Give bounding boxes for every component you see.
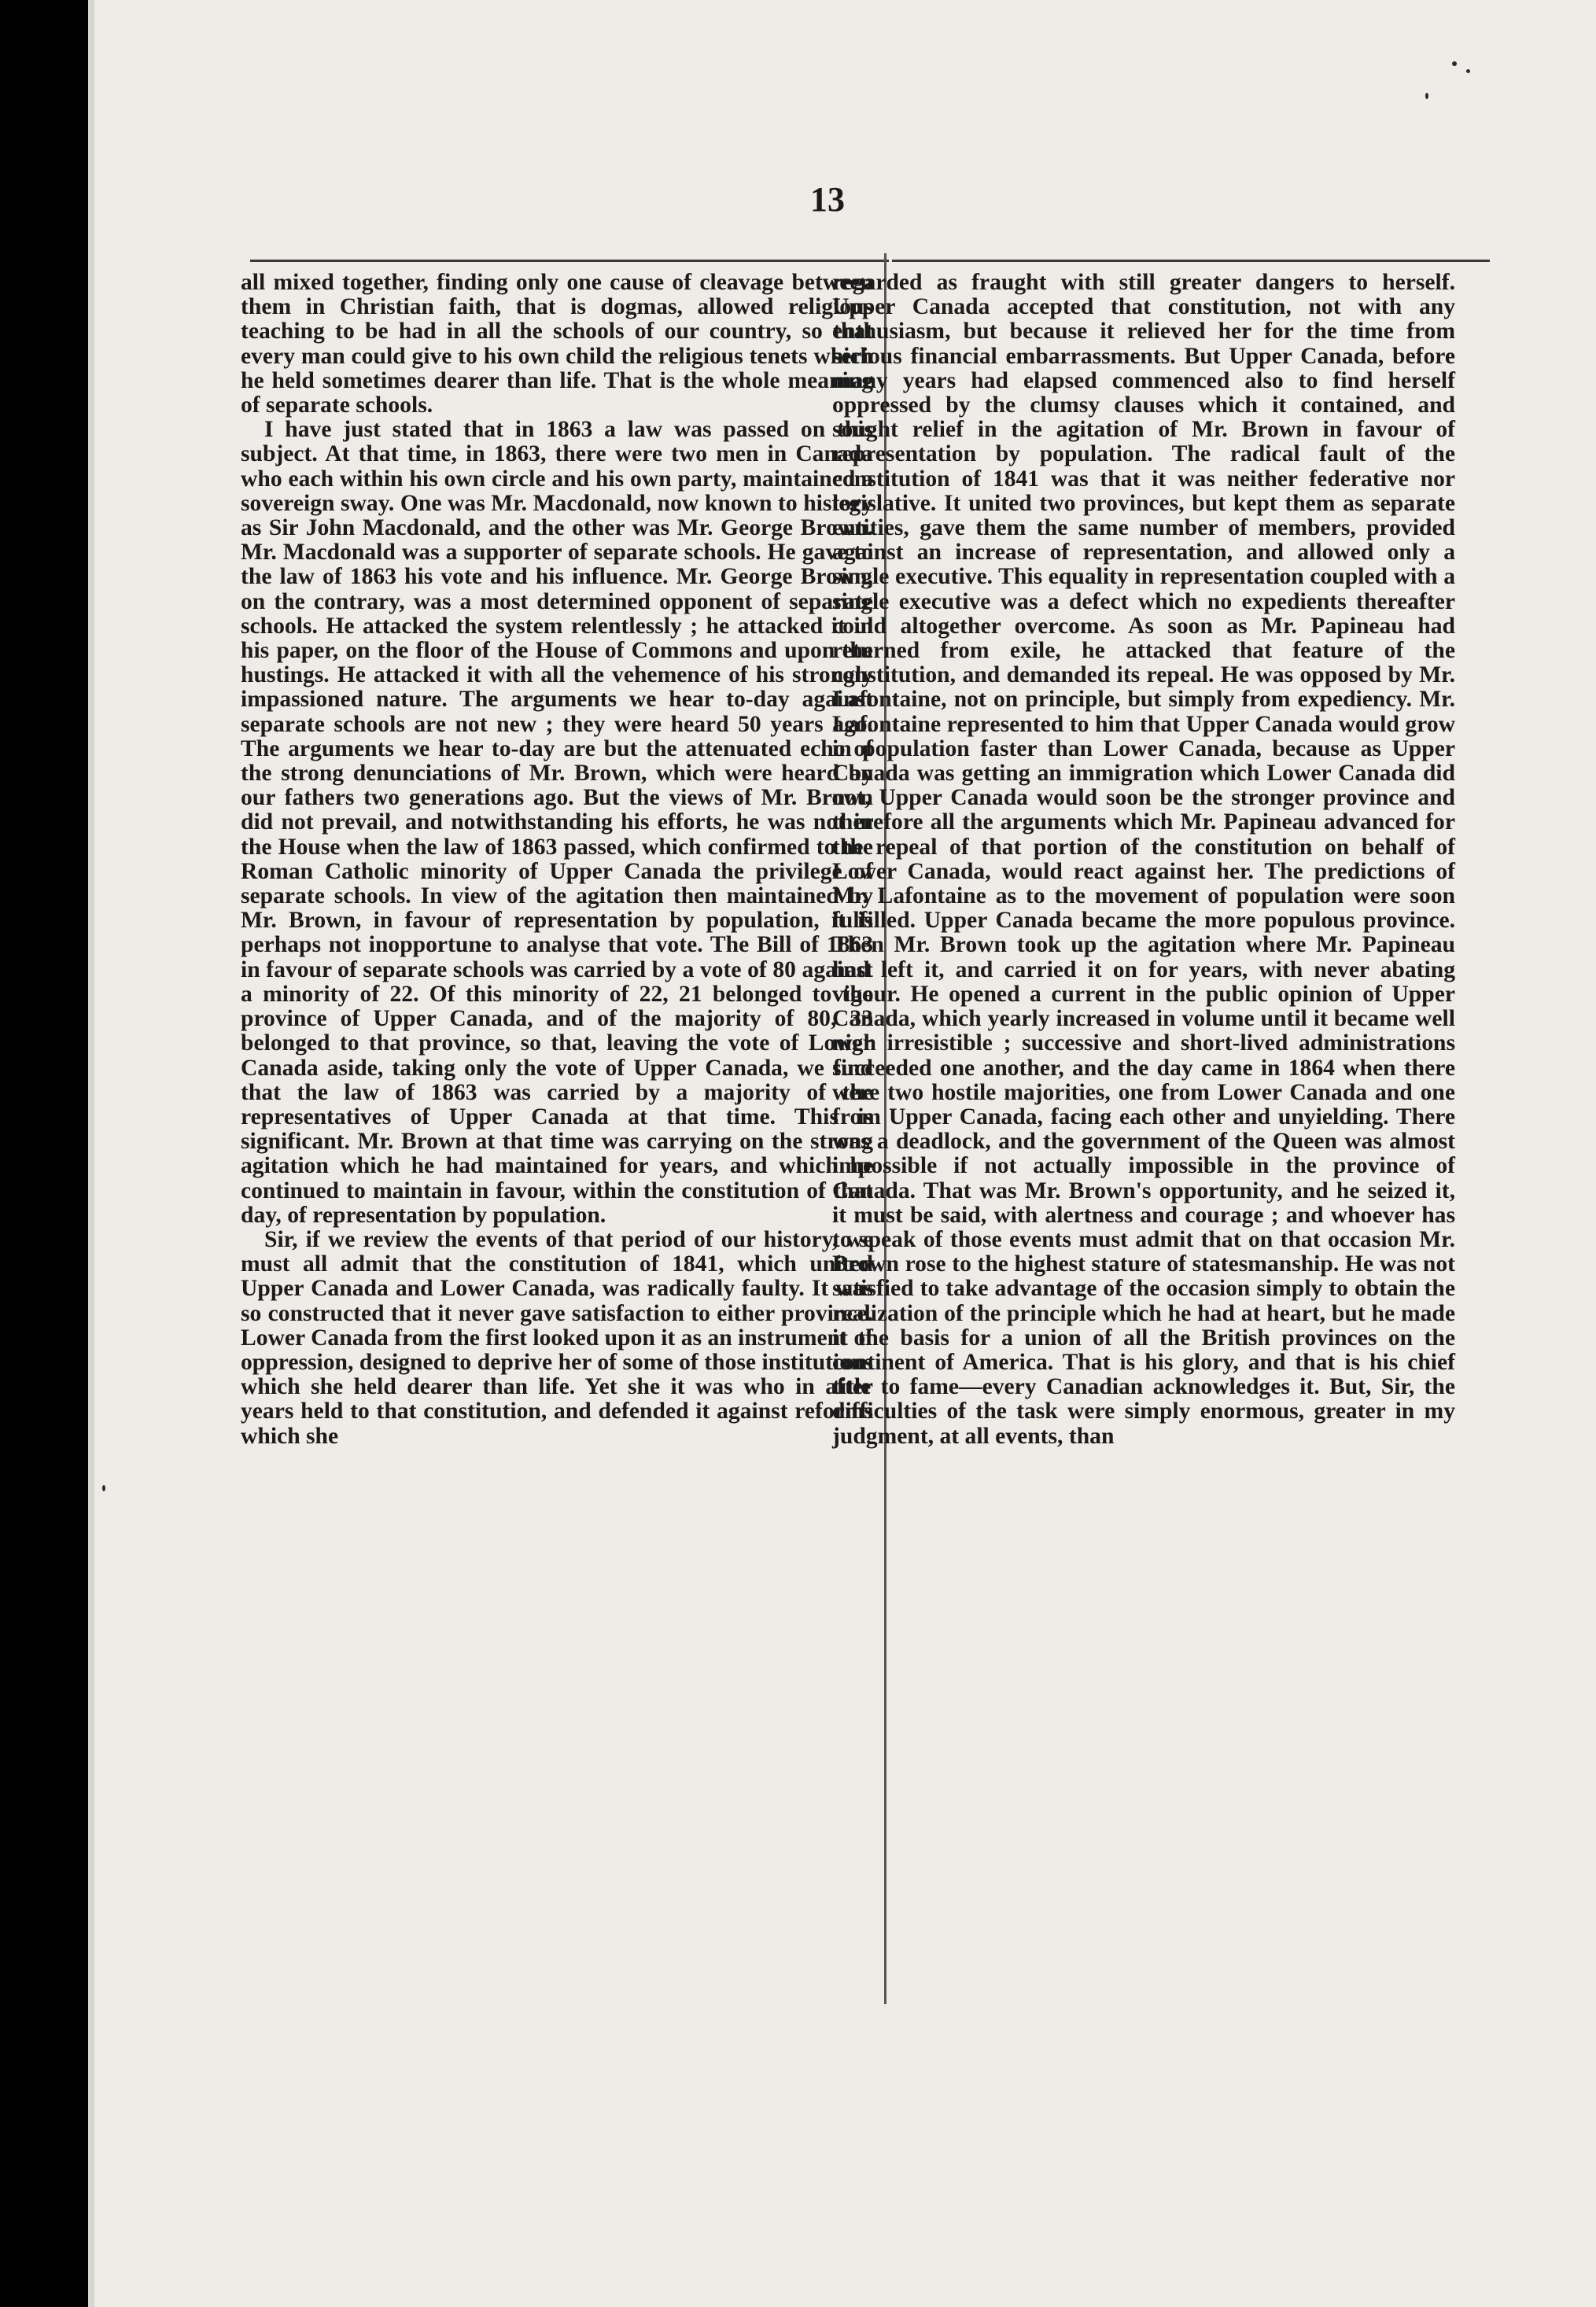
right-column [832,271,1455,1449]
page-edge [88,0,94,2307]
left-column [241,271,873,1449]
ink-speck [1466,69,1470,73]
left-paragraph-2: I have just stated that in 1863 a law was passed on this subject. At that time, in 1863, there were two men in Canada who each within his own circle and his own party, maintained a sovereign sway. One was Mr. Macdonald, now known to history as Sir John Macdonald, and the other was Mr. George Brown. Mr. Macdonald was a supporter of separate schools. He gave to the law of 1863 his vote and his influence. Mr. George Brown, on the contrary, was a most determined opponent of separate schools. He attacked the system relentlessly ; he attacked it in his paper, on the floor of the House of Commons and upon the hustings. He attacked it with all the vehemence of his strongly impassioned nature. The arguments we hear to-day against separate schools are not new ; they were heard 50 years ago. The arguments we hear to-day are but the attenuated echo of the strong denunciations of Mr. Brown, which were heard by our fathers two generations ago. But the views of Mr. Brown did not prevail, and notwithstanding his efforts, he was not in the House when the law of 1863 passed, which confirmed to the Roman Catholic minority of Upper Canada the privilege of separate schools. In view of the agitation then maintained by Mr. Brown, in favour of representation by population, it is perhaps not inopportune to analyse that vote. The Bill of 1863 in favour of separate schools was carried by a vote of 80 against a minority of 22. Of this minority of 22, 21 belonged to the province of Upper Canada, and of the majority of 80, 33 belonged to that province, so that, leaving the vote of Lower Canada aside, taking only the vote of Upper Canada, we find that the law of 1863 was carried by a majority of the representatives of Upper Canada at that time. This is significant. Mr. Brown at that time was carrying on the strong agitation which he had maintained for years, and which he continued to maintain in favour, within the constitution of that day, of representation by population. [241,417,873,1228]
header-rule-left [250,260,889,262]
document-page [88,0,1596,2307]
header-rule-right [892,260,1490,262]
ink-speck [1425,93,1428,99]
ink-speck [102,1485,105,1491]
page-number: 13 [810,180,845,219]
right-paragraph-1: regarded as fraught with still greater dangers to herself. Upper Canada accepted that constitution, not with any enthusiasm, but because it relieved her for the time from serious financial embarrassments. But Upper Canada, before many years had elapsed commenced also to find herself oppressed by the clumsy clauses which it contained, and sought relief in the agitation of Mr. Brown in favour of representation by population. The radical fault of the constitution of 1841 was that it was neither federative nor legislative. It united two provinces, but kept them as separate entities, gave them the same number of members, provided against an increase of representation, and allowed only a single executive. This equality in representation coupled with a single executive was a defect which no expedients thereafter could altogether overcome. As soon as Mr. Papineau had returned from exile, he attacked that feature of the constitution, and demanded its repeal. He was opposed by Mr. Lafontaine, not on principle, but simply from expediency. Mr. Lafontaine represented to him that Upper Canada would grow in population faster than Lower Canada, because as Upper Canada was getting an immigration which Lower Canada did not, Upper Canada would soon be the stronger province and therefore all the arguments which Mr. Papineau advanced for the repeal of that portion of the constitution on behalf of Lower Canada, would react against her. The predictions of Mr. Lafontaine as to the movement of population were soon fulfilled. Upper Canada became the more populous province. Then Mr. Brown took up the agitation where Mr. Papineau had left it, and carried it on for years, with never abating vigour. He opened a current in the public opinion of Upper Canada, which yearly increased in volume until it became well nigh irresistible ; successive and short-lived administrations succeeded one another, and the day came in 1864 when there were two hostile majorities, one from Lower Canada and one from Upper Canada, facing each other and unyielding. There was a deadlock, and the government of the Queen was almost impossible if not actually impossible in the province of Canada. That was Mr. Brown's opportunity, and he seized it, it must be said, with alertness and courage ; and whoever has to speak of those events must admit that on that occasion Mr. Brown rose to the highest stature of statesmanship. He was not satisfied to take advantage of the occasion simply to obtain the realization of the principle which he had at heart, but he made it the basis for a union of all the British provinces on the continent of America. That is his glory, and that is his chief title to fame—every Canadian acknowledges it. But, Sir, the difficulties of the task were simply enormous, greater in my judgment, at all events, than [832,270,1455,1449]
left-paragraph-1: all mixed together, finding only one cause of cleavage between them in Christian faith, that is dogmas, allowed religious teaching to be had in all the schools of our country, so that every man could give to his own child the religious tenets which he held sometimes dearer than life. That is the whole meaning of separate schools. [241,270,873,418]
left-paragraph-3: Sir, if we review the events of that period of our history, we must all admit that the constitution of 1841, which united Upper Canada and Lower Canada, was radically faulty. It was so constructed that it never gave satisfaction to either province. Lower Canada from the first looked upon it as an instrument of oppression, designed to deprive her of some of those institutions which she held dearer than life. Yet she it was who in after years held to that constitution, and defended it against reforms which she [241,1226,873,1449]
ink-speck [1452,61,1457,66]
